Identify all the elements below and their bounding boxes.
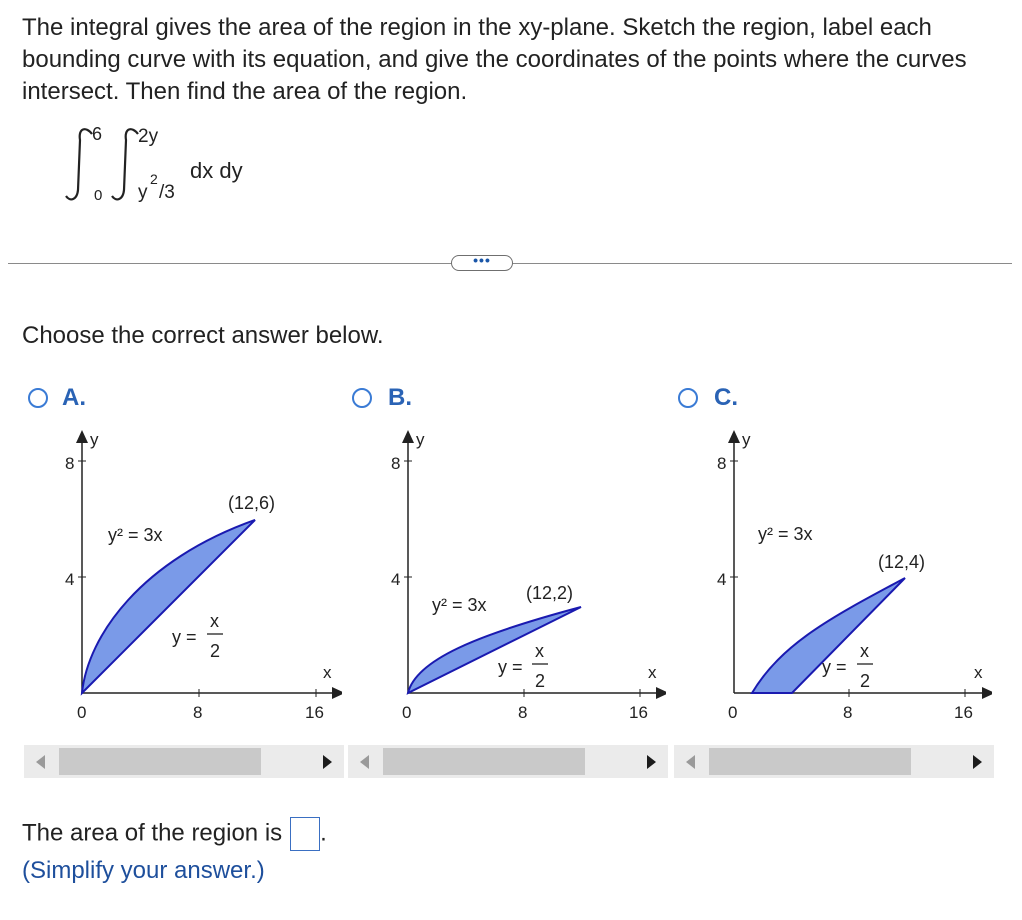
- y-axis-label: y: [742, 430, 751, 449]
- shaded-region: [408, 607, 581, 693]
- x-axis-arrow-icon: [982, 687, 992, 699]
- scroll-left-arrow-icon[interactable]: [360, 755, 369, 769]
- y-tick-label-8: 8: [391, 454, 401, 473]
- integral-sign-outer: [66, 129, 92, 199]
- inner-upper-limit: 2y: [138, 126, 159, 147]
- curve-label: y² = 3x: [108, 525, 163, 545]
- answer-label: The area of the region is: [22, 819, 283, 847]
- line-label-denominator: 2: [210, 641, 221, 661]
- curve-label: y² = 3x: [758, 524, 813, 544]
- inner-lower-limit-exp: 2: [150, 171, 158, 187]
- scrollbar-option-a[interactable]: [24, 745, 344, 778]
- integral-sign-inner: [112, 129, 138, 199]
- line-label-numerator: x: [210, 611, 219, 631]
- scroll-right-arrow-icon[interactable]: [323, 755, 332, 769]
- curve-label: y² = 3x: [432, 595, 487, 615]
- y-axis-label: y: [416, 430, 425, 449]
- graph-option-a: [22, 425, 342, 735]
- x-axis-label: x: [648, 663, 657, 682]
- x-axis-label: x: [323, 663, 332, 682]
- inner-lower-limit-rest: /3: [159, 182, 175, 203]
- y-tick-label-8: 8: [65, 454, 75, 473]
- y-axis-arrow-icon: [728, 430, 740, 443]
- line-label-denominator: 2: [860, 671, 871, 691]
- intersection-point-label: (12,4): [878, 552, 926, 572]
- answer-input[interactable]: [290, 817, 320, 851]
- answer-row: [22, 817, 327, 851]
- y-axis-arrow-icon: [76, 430, 88, 443]
- x-tick-label-16: 16: [305, 703, 324, 722]
- y-axis-arrow-icon: [402, 430, 414, 443]
- scroll-thumb[interactable]: [59, 748, 261, 775]
- line-label-lhs: y =: [498, 657, 523, 677]
- x-tick-label-0: 0: [728, 703, 738, 722]
- shaded-region: [82, 520, 255, 693]
- y-tick-label-8: 8: [717, 454, 727, 473]
- intersection-point-label: (12,2): [526, 583, 574, 603]
- line-label-denominator: 2: [535, 671, 546, 691]
- x-tick-label-0: 0: [77, 703, 87, 722]
- x-tick-label-8: 8: [843, 703, 853, 722]
- option-a-radio[interactable]: [28, 388, 48, 408]
- y-tick-label-4: 4: [65, 570, 75, 589]
- scroll-right-arrow-icon[interactable]: [973, 755, 982, 769]
- double-integral: [60, 120, 320, 210]
- differentials: dx dy: [190, 158, 243, 183]
- x-axis-arrow-icon: [332, 687, 342, 699]
- option-b-letter: B.: [388, 384, 412, 411]
- x-tick-label-16: 16: [954, 703, 973, 722]
- option-c-letter: C.: [714, 384, 738, 411]
- line-label-numerator: x: [535, 641, 544, 661]
- outer-upper-limit: 6: [92, 124, 103, 144]
- line-label-lhs: y =: [822, 657, 847, 677]
- x-axis-label: x: [974, 663, 983, 682]
- scroll-left-arrow-icon[interactable]: [36, 755, 45, 769]
- axes-group: [65, 430, 342, 722]
- option-c-radio[interactable]: [678, 388, 698, 408]
- x-tick-label-8: 8: [518, 703, 528, 722]
- line-label-numerator: x: [860, 641, 869, 661]
- scroll-thumb[interactable]: [709, 748, 911, 775]
- x-tick-label-8: 8: [193, 703, 203, 722]
- y-tick-label-4: 4: [391, 570, 401, 589]
- x-axis-arrow-icon: [656, 687, 666, 699]
- scroll-right-arrow-icon[interactable]: [647, 755, 656, 769]
- x-tick-label-16: 16: [629, 703, 648, 722]
- scrollbar-option-c[interactable]: [674, 745, 994, 778]
- line-label-lhs: y =: [172, 627, 197, 647]
- scroll-left-arrow-icon[interactable]: [686, 755, 695, 769]
- option-a-letter: A.: [62, 384, 86, 411]
- intersection-point-label: (12,6): [228, 493, 276, 513]
- graph-option-c: [672, 425, 992, 735]
- choose-instruction: Choose the correct answer below.: [22, 322, 384, 349]
- scroll-thumb[interactable]: [383, 748, 585, 775]
- x-tick-label-0: 0: [402, 703, 412, 722]
- expand-button[interactable]: [451, 252, 513, 271]
- y-tick-label-4: 4: [717, 570, 727, 589]
- scrollbar-option-b[interactable]: [348, 745, 668, 778]
- option-b-radio[interactable]: [352, 388, 372, 408]
- y-axis-label: y: [90, 430, 99, 449]
- more-dots-icon: •••: [473, 252, 491, 268]
- answer-suffix: .: [320, 819, 327, 847]
- answer-hint: (Simplify your answer.): [22, 857, 265, 884]
- graph-option-b: [346, 425, 666, 735]
- axes-group: [717, 430, 992, 722]
- question-prompt: The integral gives the area of the region in the xy-plane. Sketch the region, label each bounding curve with its equation, and give the coordinates of the points where the curves intersect. Then find the area of the region.: [22, 14, 967, 105]
- outer-lower-limit: 0: [94, 187, 103, 204]
- inner-lower-limit-base: y: [138, 182, 148, 203]
